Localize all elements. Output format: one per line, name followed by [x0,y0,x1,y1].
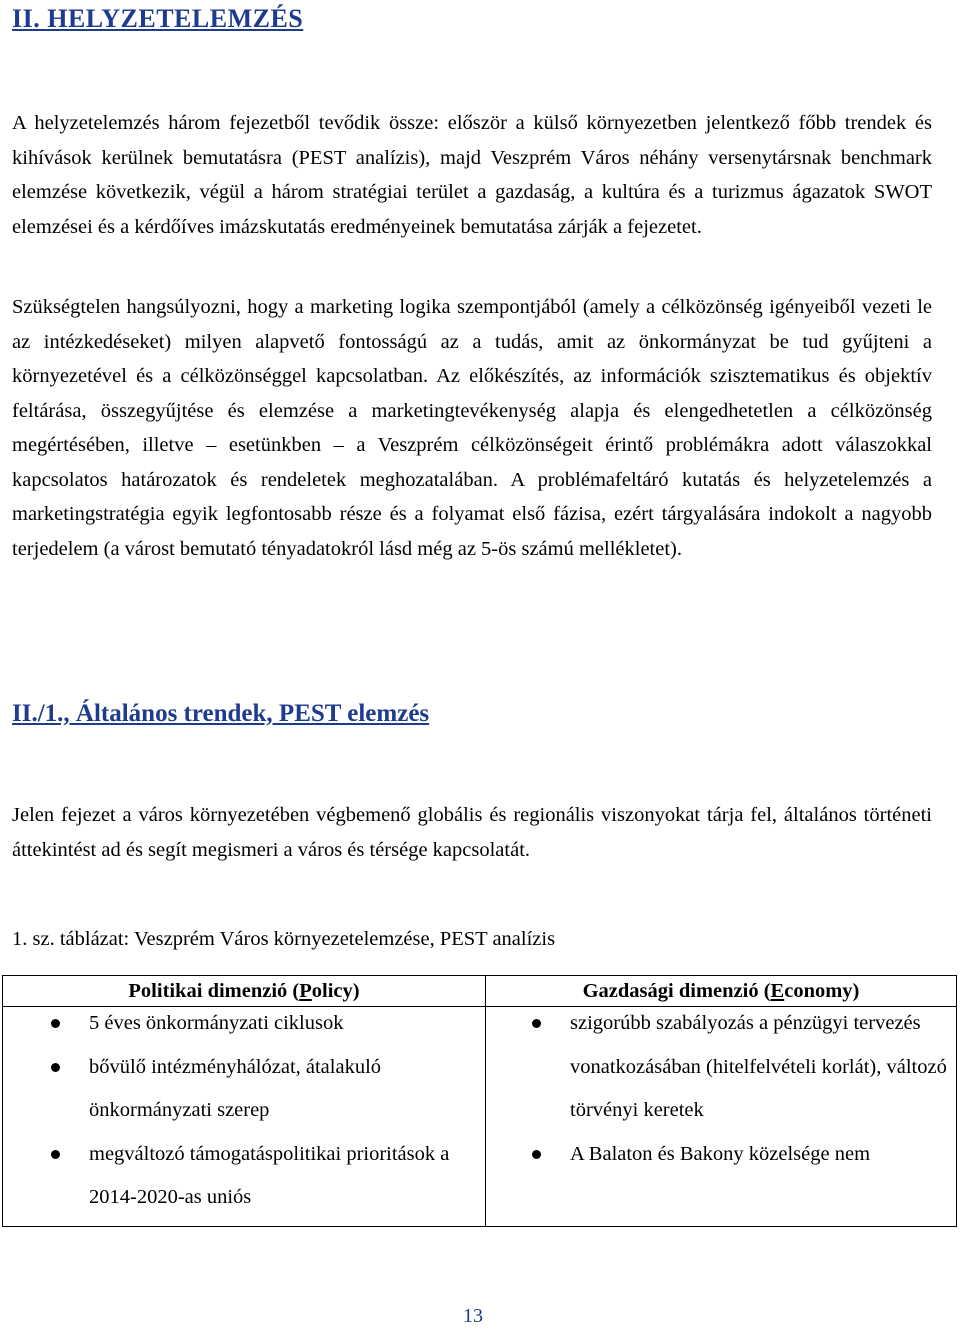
bullet-icon [532,1019,541,1028]
list-item: A Balaton és Bakony közelsége nem [570,1133,956,1177]
economic-items-cell [486,1007,957,1227]
table-caption: 1. sz. táblázat: Veszprém Város környezetelemzése, PEST analízis [12,928,556,950]
bullet-icon [51,1063,60,1072]
political-dimension-header: Politikai dimenzió (Policy) [3,976,486,1007]
political-items-cell [3,1007,486,1227]
bullet-icon [51,1019,60,1028]
pest-table [2,975,957,1227]
list-item: bővülő intézményhálózat, átalakuló önkormányzati szerep [89,1046,485,1133]
bullet-icon [532,1150,541,1159]
political-list [3,1002,485,1220]
second-paragraph: Szükségtelen hangsúlyozni, hogy a marketing logika szempontjából (amely a célközönség igényeiből vezeti le az intézkedéseket) milyen alapvető fontosságú az a tudás, amit az önkormányzat be tud gyűjteni a környezetével és a célközönséggel kapcsolatban. Az előkészítés, az információk szisztematikus és objektív feltárása, összegyűjtése és elemzése a marketingtevékenység alapja és elengedhetetlen a célközönség megértésében, illetve – esetünkben – a Veszprém célközönségeit érintő problémákra adott válaszokkal kapcsolatos határozatok és rendeletek meghozatalában. A problémafeltáró kutatás és helyzetelemzés a marketingstratégia egyik legfontosabb része és a folyamat első fázisa, ezért tárgyalására indokolt a nagyobb terjedelem (a várost bemutató tényadatokról lásd még az 5-ös számú mellékletet). [12,296,932,560]
economic-list [486,1002,956,1176]
intro-paragraph: A helyzetelemzés három fejezetből tevődik össze: először a külső környezetben jelentkező főbb trendek és kihívások kerülnek bemutatásra (PEST analízis), majd Veszprém Város néhány versenytársnak benchmark elemzése következik, végül a három stratégiai terület a gazdaság, a kultúra és a turizmus ágazatok SWOT elemzései és a kérdőíves imázskutatás eredményeinek bemutatása zárják a fejezetet. [12,112,932,238]
table-body-row [3,1007,957,1227]
bullet-icon [51,1150,60,1159]
subsection-heading: II./1., Általános trendek, PEST elemzés [12,700,430,727]
list-item: 5 éves önkormányzati ciklusok [89,1002,485,1046]
list-item: szigorúbb szabályozás a pénzügyi tervezés vonatkozásában (hitelfelvételi korlát), változó törvényi keretek [570,1002,956,1133]
third-paragraph: Jelen fejezet a város környezetében végbemenő globális és regionális viszonyokat tárja fel, általános történeti áttekintést ad és segít megismeri a város és térsége kapcsolatát. [12,804,932,861]
list-item: megváltozó támogatáspolitikai prioritások a 2014-2020-as uniós [89,1133,485,1220]
section-heading: II. HELYZETELEMZÉS [12,4,304,33]
economic-dimension-header: Gazdasági dimenzió (Economy) [486,976,957,1007]
page-number: 13 [463,1305,483,1327]
